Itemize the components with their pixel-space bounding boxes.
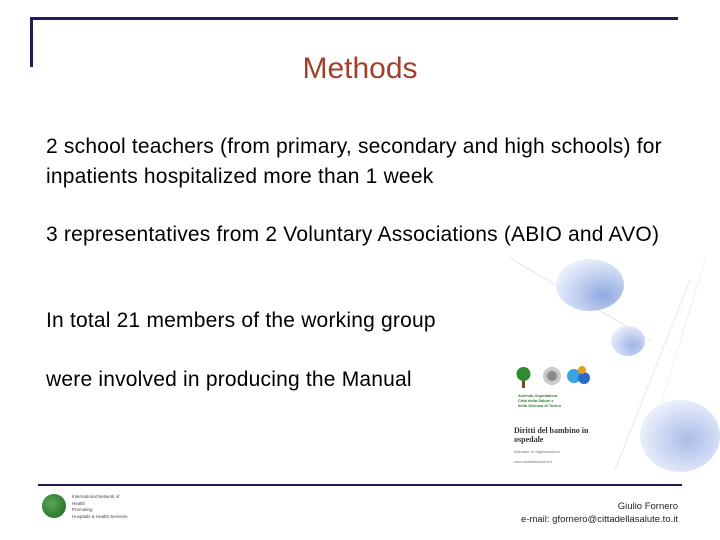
hph-logo — [42, 494, 162, 526]
decorative-bubble — [556, 259, 624, 311]
manual-cover-image — [502, 356, 612, 474]
decorative-bubble — [611, 326, 645, 356]
paragraph-teachers: 2 school teachers (from primary, secondary and high schools) for inpatients hospitalized more than 1 week — [46, 135, 662, 188]
footer-contact — [521, 500, 678, 526]
svg-text:della Scienza di Torino: della Scienza di Torino — [518, 403, 562, 408]
manual-subtitle: Manuale di miglioramento — [514, 449, 560, 454]
hph-text: International Network of Health Promoting Hospitals & Health Services — [72, 494, 128, 519]
paragraph-manual: were involved in producing the Manual — [46, 368, 412, 391]
footer-divider — [38, 484, 682, 486]
footer-email[interactable]: e-mail: gfornero@cittadellasalute.to.it — [521, 514, 678, 525]
manual-logos-icon — [502, 356, 612, 416]
decorative-bubble — [640, 400, 720, 472]
paragraph-representatives: 3 representatives from 2 Voluntary Associations (ABIO and AVO) — [46, 223, 660, 246]
slide-title: Methods — [302, 52, 418, 85]
frame-top-line — [30, 17, 678, 20]
manual-footer-line: www.cittadellasalute.to.it — [514, 460, 553, 464]
paragraph-total-members: In total 21 members of the working group — [46, 309, 436, 332]
manual-book-title: Diritti del bambino in ospedale — [514, 426, 589, 444]
footer-author: Giulio Fornero — [617, 501, 678, 512]
svg-text:Azienda Ospedaliera: Azienda Ospedaliera — [518, 393, 558, 398]
svg-text:Città della Salute e: Città della Salute e — [518, 398, 554, 403]
hph-globe-icon — [42, 494, 66, 518]
